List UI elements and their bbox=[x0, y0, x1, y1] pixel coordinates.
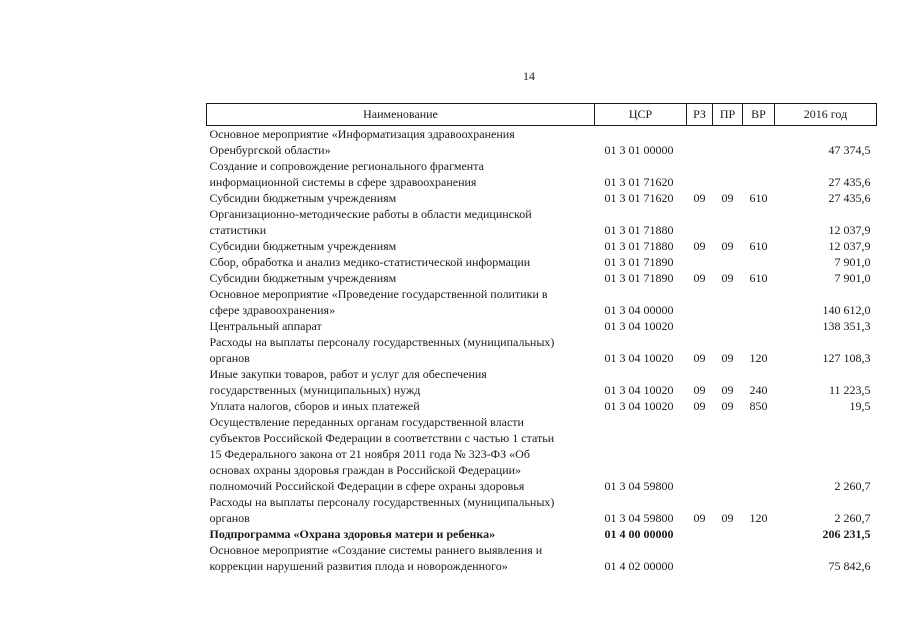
row-rz bbox=[687, 254, 713, 270]
row-amount: 7 901,0 bbox=[834, 271, 871, 285]
table-row bbox=[207, 270, 877, 286]
table-row bbox=[207, 366, 877, 398]
row-pr bbox=[713, 414, 743, 494]
row-pr bbox=[713, 542, 743, 574]
row-amount: 27 435,6 bbox=[828, 175, 871, 189]
row-csr: 01 3 01 71890 bbox=[604, 255, 674, 269]
row-rz: 09 bbox=[693, 239, 706, 253]
row-name-line: информационной системы в сфере здравоохранения bbox=[209, 175, 477, 189]
row-csr: 01 3 01 71620 bbox=[604, 175, 674, 189]
row-csr: 01 3 01 71890 bbox=[604, 271, 674, 285]
row-rz bbox=[687, 542, 713, 574]
row-vr bbox=[743, 126, 775, 159]
row-name-line: Сбор, обработка и анализ медико-статистической информации bbox=[209, 255, 531, 269]
row-vr bbox=[743, 414, 775, 494]
row-csr: 01 4 00 00000 bbox=[604, 527, 674, 541]
row-name-line: Расходы на выплаты персоналу государственных (муниципальных) bbox=[209, 495, 555, 509]
row-rz bbox=[687, 206, 713, 238]
row-pr bbox=[713, 126, 743, 159]
row-name-line: Оренбургской области» bbox=[209, 143, 331, 157]
row-name-line: Субсидии бюджетным учреждениям bbox=[209, 239, 397, 253]
table-row bbox=[207, 206, 877, 238]
row-name bbox=[207, 190, 595, 206]
header-csr: ЦСР bbox=[595, 104, 687, 126]
table-row bbox=[207, 238, 877, 254]
row-pr: 09 bbox=[721, 271, 734, 285]
row-csr: 01 3 04 10020 bbox=[604, 351, 674, 365]
row-rz: 09 bbox=[693, 271, 706, 285]
row-rz: 09 bbox=[693, 383, 706, 397]
row-csr: 01 3 04 10020 bbox=[604, 319, 674, 333]
row-name-line: органов bbox=[209, 351, 250, 365]
row-name-line: основах охраны здоровья граждан в Российской Федерации» bbox=[209, 463, 522, 477]
row-amount: 127 108,3 bbox=[822, 351, 871, 365]
table-row bbox=[207, 318, 877, 334]
row-name-line: Основное мероприятие «Проведение государственной политики в bbox=[209, 287, 548, 301]
row-vr bbox=[743, 254, 775, 270]
row-amount: 2 260,7 bbox=[834, 479, 871, 493]
row-name bbox=[207, 318, 595, 334]
header-pr: ПР bbox=[713, 104, 743, 126]
row-name bbox=[207, 158, 595, 190]
row-csr: 01 3 04 10020 bbox=[604, 383, 674, 397]
row-vr: 610 bbox=[749, 239, 768, 253]
row-pr bbox=[713, 254, 743, 270]
row-name bbox=[207, 206, 595, 238]
row-pr bbox=[713, 206, 743, 238]
row-name bbox=[207, 542, 595, 574]
row-name-line: Основное мероприятие «Информатизация здравоохранения bbox=[209, 127, 515, 141]
row-name-line: государственных (муниципальных) нужд bbox=[209, 383, 421, 397]
table-row bbox=[207, 414, 877, 494]
row-csr: 01 3 01 00000 bbox=[604, 143, 674, 157]
table-row bbox=[207, 542, 877, 574]
table-row bbox=[207, 254, 877, 270]
row-name-line: коррекции нарушений развития плода и новорожденного» bbox=[209, 559, 508, 573]
row-amount: 75 842,6 bbox=[828, 559, 871, 573]
row-name-line: Подпрограмма «Охрана здоровья матери и ребенка» bbox=[209, 527, 496, 541]
row-pr: 09 bbox=[721, 399, 734, 413]
row-name bbox=[207, 398, 595, 414]
row-csr: 01 3 01 71620 bbox=[604, 191, 674, 205]
row-pr: 09 bbox=[721, 383, 734, 397]
row-amount: 206 231,5 bbox=[822, 527, 871, 541]
row-name-line: статистики bbox=[209, 223, 267, 237]
row-name-line: Уплата налогов, сборов и иных платежей bbox=[209, 399, 420, 413]
row-rz bbox=[687, 158, 713, 190]
row-name-line: Расходы на выплаты персоналу государственных (муниципальных) bbox=[209, 335, 555, 349]
row-csr: 01 3 01 71880 bbox=[604, 239, 674, 253]
row-csr: 01 3 04 59800 bbox=[604, 479, 674, 493]
table-row bbox=[207, 494, 877, 526]
row-amount: 12 037,9 bbox=[828, 239, 871, 253]
row-pr: 09 bbox=[721, 191, 734, 205]
table-row bbox=[207, 398, 877, 414]
header-vr: ВР bbox=[743, 104, 775, 126]
row-csr: 01 3 04 10020 bbox=[604, 399, 674, 413]
row-rz: 09 bbox=[693, 351, 706, 365]
row-name bbox=[207, 238, 595, 254]
row-pr bbox=[713, 286, 743, 318]
row-csr: 01 3 01 71880 bbox=[604, 223, 674, 237]
row-name-line: Центральный аппарат bbox=[209, 319, 322, 333]
table-row bbox=[207, 286, 877, 318]
row-name bbox=[207, 526, 595, 542]
header-year: 2016 год bbox=[775, 104, 877, 126]
row-amount: 138 351,3 bbox=[822, 319, 871, 333]
row-vr bbox=[743, 286, 775, 318]
row-amount: 12 037,9 bbox=[828, 223, 871, 237]
row-amount: 140 612,0 bbox=[822, 303, 871, 317]
row-pr bbox=[713, 526, 743, 542]
row-amount: 27 435,6 bbox=[828, 191, 871, 205]
row-name-line: субъектов Российской Федерации в соответствии с частью 1 статьи bbox=[209, 431, 555, 445]
row-name bbox=[207, 270, 595, 286]
table-row bbox=[207, 526, 877, 542]
row-rz: 09 bbox=[693, 399, 706, 413]
row-name bbox=[207, 334, 595, 366]
table-header-row bbox=[207, 104, 877, 126]
row-name bbox=[207, 254, 595, 270]
row-name-line: Основное мероприятие «Создание системы раннего выявления и bbox=[209, 543, 543, 557]
row-pr: 09 bbox=[721, 511, 734, 525]
table-row bbox=[207, 334, 877, 366]
row-name-line: Субсидии бюджетным учреждениям bbox=[209, 191, 397, 205]
row-name-line: Субсидии бюджетным учреждениям bbox=[209, 271, 397, 285]
row-vr bbox=[743, 158, 775, 190]
row-csr: 01 3 04 59800 bbox=[604, 511, 674, 525]
row-vr: 120 bbox=[749, 351, 768, 365]
row-name bbox=[207, 366, 595, 398]
row-csr: 01 3 04 00000 bbox=[604, 303, 674, 317]
row-pr bbox=[713, 318, 743, 334]
table-row bbox=[207, 126, 877, 159]
row-name bbox=[207, 494, 595, 526]
row-name bbox=[207, 286, 595, 318]
row-name-line: Создание и сопровождение регионального фрагмента bbox=[209, 159, 484, 173]
row-vr: 120 bbox=[749, 511, 768, 525]
header-rz: РЗ bbox=[687, 104, 713, 126]
row-name-line: Организационно-методические работы в области медицинской bbox=[209, 207, 532, 221]
row-rz bbox=[687, 318, 713, 334]
row-name bbox=[207, 126, 595, 159]
row-rz bbox=[687, 526, 713, 542]
header-name: Наименование bbox=[207, 104, 595, 126]
row-vr bbox=[743, 206, 775, 238]
row-amount: 19,5 bbox=[849, 399, 871, 413]
row-amount: 7 901,0 bbox=[834, 255, 871, 269]
row-vr: 610 bbox=[749, 191, 768, 205]
table-row bbox=[207, 158, 877, 190]
page-number: 14 bbox=[523, 69, 535, 83]
table-body bbox=[207, 126, 877, 575]
budget-table bbox=[206, 103, 877, 574]
row-rz bbox=[687, 286, 713, 318]
row-rz: 09 bbox=[693, 511, 706, 525]
row-name-line: 15 Федерального закона от 21 ноября 2011 года № 323-ФЗ «Об bbox=[209, 447, 530, 461]
row-vr bbox=[743, 526, 775, 542]
row-name-line: Осуществление переданных органам государственной власти bbox=[209, 415, 524, 429]
row-vr: 240 bbox=[749, 383, 768, 397]
row-amount: 11 223,5 bbox=[828, 383, 871, 397]
row-vr: 850 bbox=[749, 399, 768, 413]
row-pr: 09 bbox=[721, 351, 734, 365]
row-rz bbox=[687, 126, 713, 159]
row-rz bbox=[687, 414, 713, 494]
row-vr bbox=[743, 542, 775, 574]
row-amount: 2 260,7 bbox=[834, 511, 871, 525]
table-row bbox=[207, 190, 877, 206]
row-rz: 09 bbox=[693, 191, 706, 205]
row-name-line: сфере здравоохранения» bbox=[209, 303, 336, 317]
row-name-line: Иные закупки товаров, работ и услуг для обеспечения bbox=[209, 367, 487, 381]
row-vr: 610 bbox=[749, 271, 768, 285]
row-name-line: полномочий Российской Федерации в сфере охраны здоровья bbox=[209, 479, 525, 493]
row-amount: 47 374,5 bbox=[828, 143, 871, 157]
row-vr bbox=[743, 318, 775, 334]
row-csr: 01 4 02 00000 bbox=[604, 559, 674, 573]
row-pr bbox=[713, 158, 743, 190]
row-name-line: органов bbox=[209, 511, 250, 525]
row-name bbox=[207, 414, 595, 494]
row-pr: 09 bbox=[721, 239, 734, 253]
